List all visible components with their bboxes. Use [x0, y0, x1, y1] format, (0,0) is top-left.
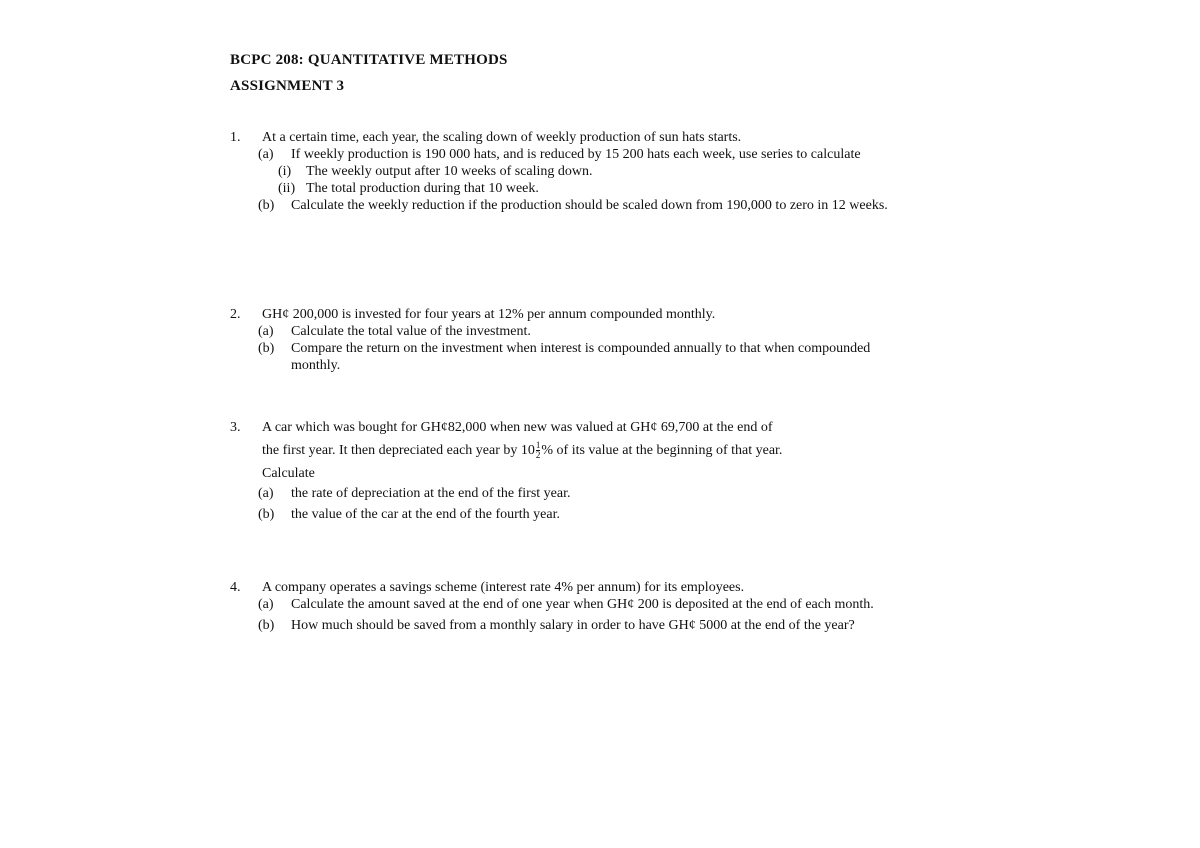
part-text: If weekly production is 190 000 hats, and is reduced by 15 200 hats each week, use series to calculate — [291, 147, 861, 162]
part-text: Calculate the amount saved at the end of one year when GH¢ 200 is deposited at the end of each month. — [291, 597, 874, 612]
part-label: (b) — [258, 618, 275, 633]
question-text-line-2 — [262, 439, 990, 462]
question-1 — [230, 129, 990, 214]
question-number: 4. — [230, 580, 241, 595]
subpart-text: The total production during that 10 week. — [306, 181, 539, 196]
question-part — [258, 596, 990, 613]
question-part — [258, 617, 990, 634]
text-segment: the first year. It then depreciated each year by 10 — [262, 443, 535, 458]
question-text: A company operates a savings scheme (interest rate 4% per annum) for its employees. — [262, 580, 745, 595]
part-label: (a) — [258, 324, 274, 339]
assignment-title: ASSIGNMENT 3 — [230, 78, 345, 94]
question-text: GH¢ 200,000 is invested for four years at 12% per annum compounded monthly. — [262, 307, 716, 322]
part-text: the rate of depreciation at the end of the first year. — [291, 486, 571, 501]
part-label: (a) — [258, 147, 274, 162]
question-text: At a certain time, each year, the scaling down of weekly production of sun hats starts. — [262, 130, 742, 145]
part-label: (a) — [258, 486, 274, 501]
question-3 — [230, 416, 990, 523]
part-text: Calculate the weekly reduction if the production should be scaled down from 190,000 to zero in 12 weeks. — [291, 198, 888, 213]
question-part — [258, 146, 990, 163]
question-subpart — [278, 163, 990, 180]
part-label: (a) — [258, 597, 274, 612]
question-number: 2. — [230, 307, 241, 322]
question-part — [258, 340, 990, 374]
question-number: 3. — [230, 420, 241, 435]
fraction — [536, 441, 541, 460]
subpart-text: The weekly output after 10 weeks of scaling down. — [306, 164, 593, 179]
question-part — [258, 197, 990, 214]
question-part — [258, 485, 990, 502]
course-title: BCPC 208: QUANTITATIVE METHODS — [230, 52, 508, 68]
part-label: (b) — [258, 341, 275, 356]
fraction-denominator: 2 — [535, 450, 541, 461]
text-segment: % of its value at the beginning of that year. — [541, 443, 783, 458]
part-text: Calculate the total value of the investment. — [291, 324, 531, 339]
part-text: the value of the car at the end of the fourth year. — [291, 507, 560, 522]
question-number: 1. — [230, 130, 241, 145]
calculate-label: Calculate — [262, 466, 315, 481]
question-text: A car which was bought for GH¢82,000 when new was valued at GH¢ 69,700 at the end of — [262, 420, 773, 435]
subpart-label: (i) — [278, 164, 292, 179]
subpart-label: (ii) — [278, 181, 296, 196]
part-text: Compare the return on the investment when interest is compounded annually to that when compounded monthly. — [291, 341, 871, 373]
question-part — [258, 506, 990, 523]
question-4 — [230, 579, 990, 634]
part-label: (b) — [258, 198, 275, 213]
question-part — [258, 323, 990, 340]
part-label: (b) — [258, 507, 275, 522]
question-2 — [230, 306, 990, 374]
question-subpart — [278, 180, 990, 197]
part-text: How much should be saved from a monthly salary in order to have GH¢ 5000 at the end of the year? — [291, 618, 855, 633]
fraction-numerator: 1 — [535, 440, 541, 451]
